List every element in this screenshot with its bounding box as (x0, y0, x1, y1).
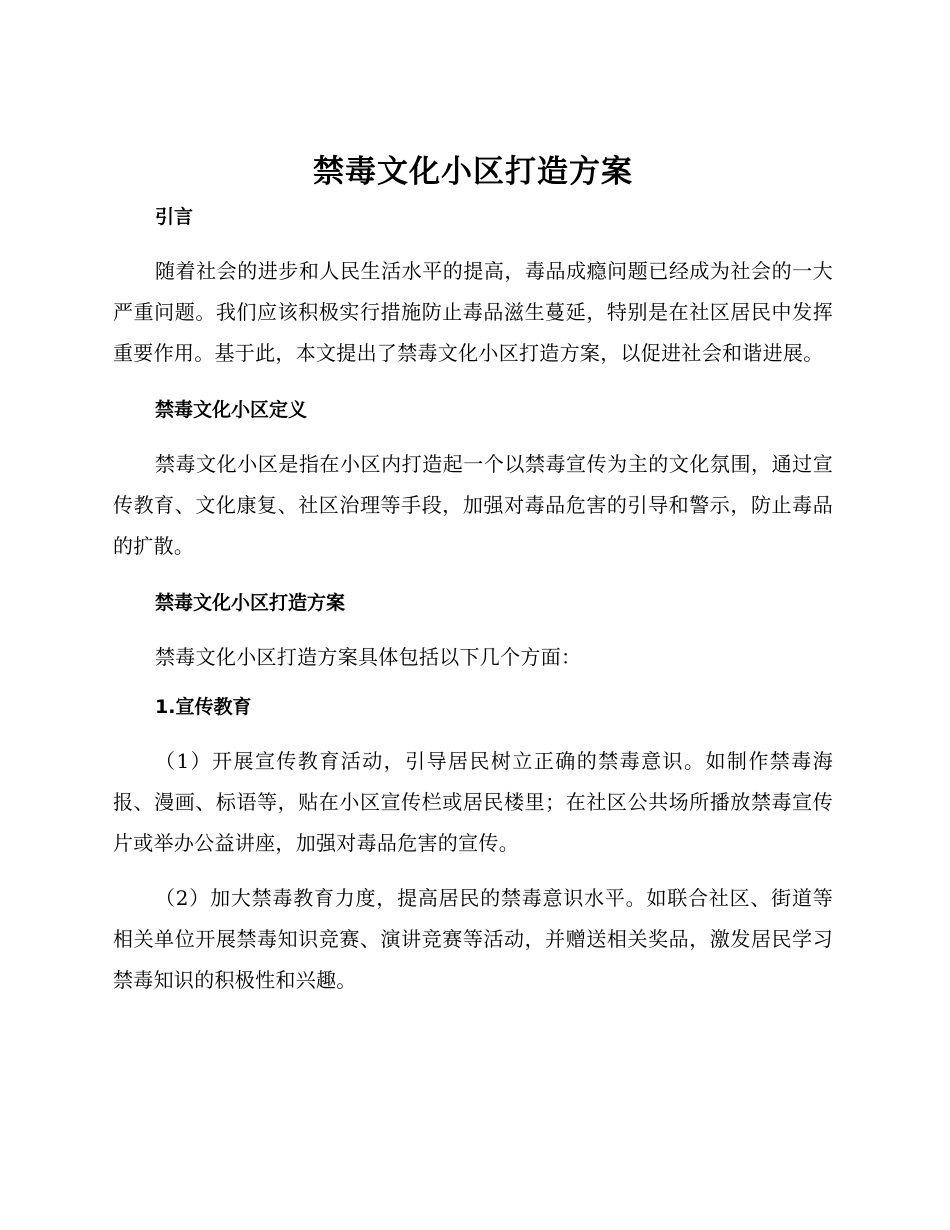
document-page (113, 148, 833, 1001)
section-heading-plan: 禁毒文化小区打造方案 (155, 592, 346, 614)
paragraph-plan-intro: 禁毒文化小区打造方案具体包括以下几个方面： (155, 645, 582, 669)
document-title: 禁毒文化小区打造方案 (313, 154, 633, 190)
paragraph-definition: 禁毒文化小区是指在小区内打造起一个以禁毒宣传为主的文化氛围，通过宣传教育、文化康复、社区治理等手段，加强对毒品危害的引导和警示，防止毒品的扩散。 (113, 452, 833, 558)
section-heading-education: 1.宣传教育 (155, 696, 252, 718)
paragraph-intro: 随着社会的进步和人民生活水平的提高，毒品成瘾问题已经成为社会的一大严重问题。我们应该积极实行措施防止毒品滋生蔓延，特别是在社区居民中发挥重要作用。基于此，本文提出了禁毒文化小区打造方案，以促进社会和谐进展。 (113, 259, 833, 365)
section-heading-intro: 引言 (155, 206, 194, 228)
paragraph-education-item-2: （2）加大禁毒教育力度，提高居民的禁毒意识水平。如联合社区、街道等相关单位开展禁毒知识竞赛、演讲竞赛等活动，并赠送相关奖品，激发居民学习禁毒知识的积极性和兴趣。 (113, 886, 833, 992)
paragraph-education-item-1: （1）开展宣传教育活动，引导居民树立正确的禁毒意识。如制作禁毒海报、漫画、标语等，贴在小区宣传栏或居民楼里；在社区公共场所播放禁毒宣传片或举办公益讲座，加强对毒品危害的宣传。 (113, 749, 833, 855)
section-heading-definition: 禁毒文化小区定义 (155, 399, 308, 421)
